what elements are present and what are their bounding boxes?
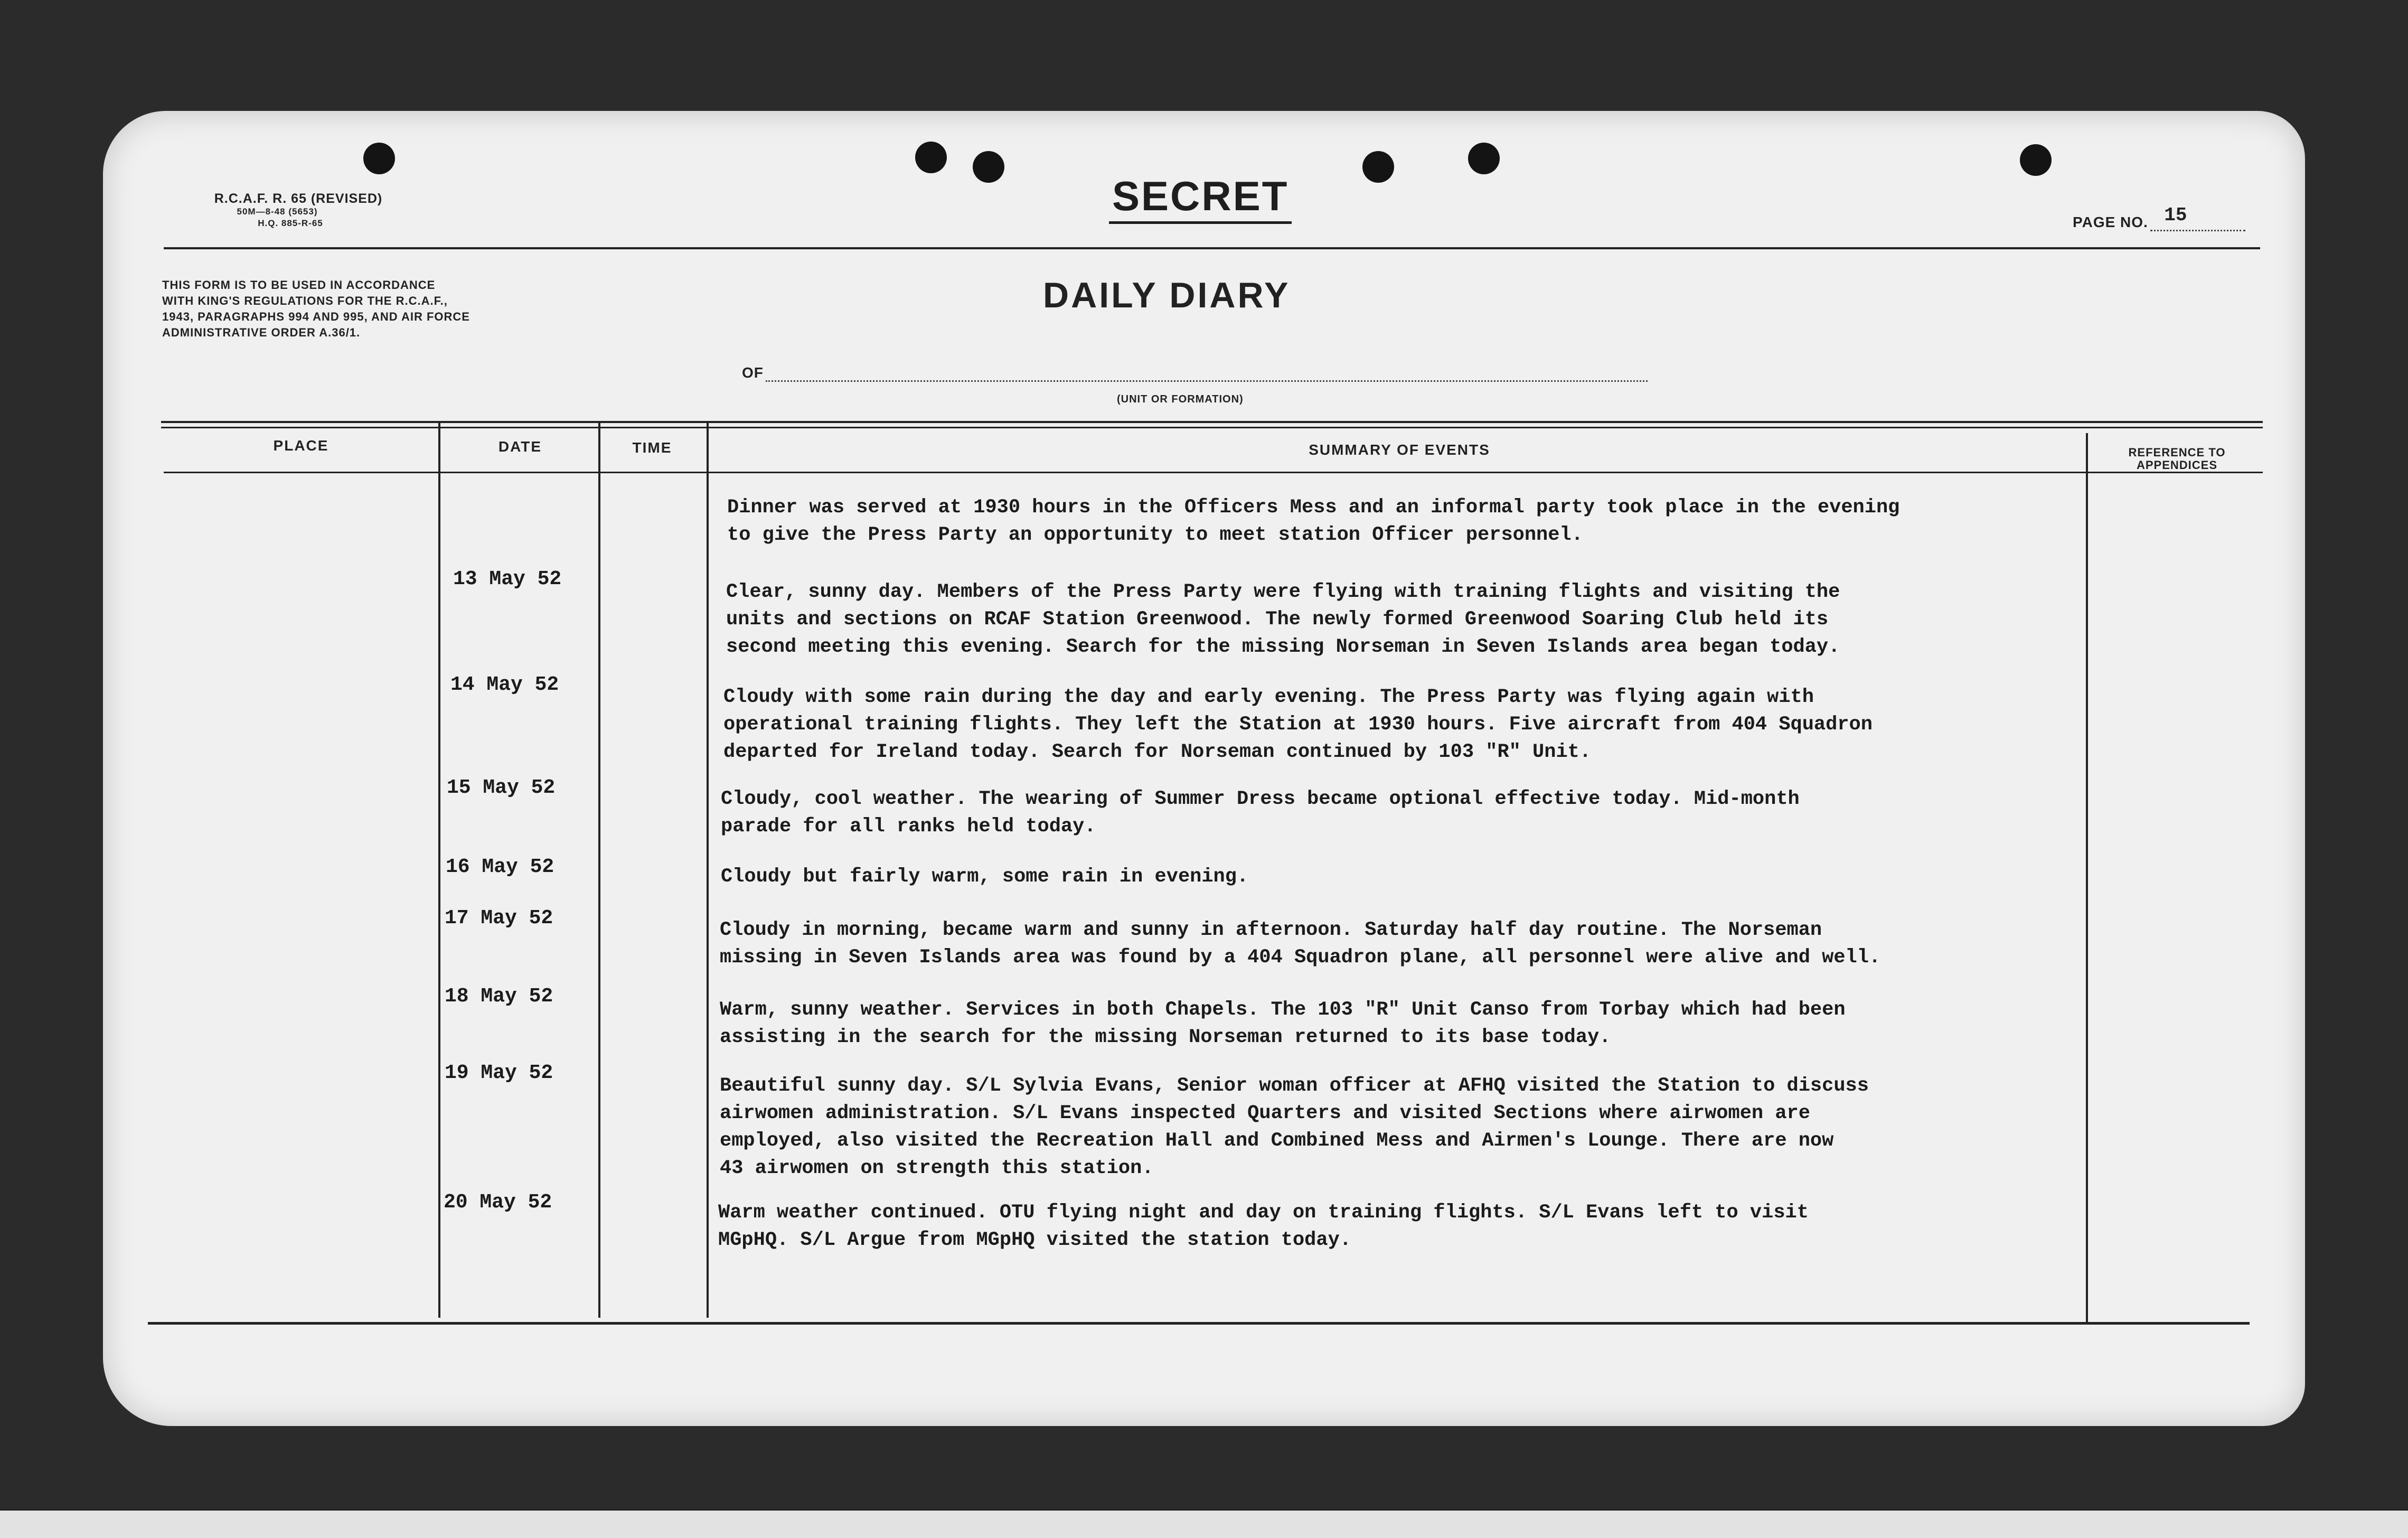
entry-date: 19 May 52 xyxy=(445,1062,553,1084)
entry-line: Beautiful sunny day. S/L Sylvia Evans, Senior woman officer at AFHQ visited the Station to discuss xyxy=(720,1075,1869,1097)
form-id-line: R.C.A.F. R. 65 (REVISED) xyxy=(214,191,383,206)
instructions-line: WITH KING'S REGULATIONS FOR THE R.C.A.F., xyxy=(162,294,448,307)
form-id-line: H.Q. 885-R-65 xyxy=(258,218,323,228)
diary-entry xyxy=(726,578,2110,661)
security-marking: SECRET xyxy=(1109,173,1292,224)
page-no-field xyxy=(2150,204,2245,231)
reference-header-line: APPENDICES xyxy=(2136,458,2218,472)
column-divider xyxy=(707,423,709,1318)
diary-entry xyxy=(720,916,2103,971)
entry-line: units and sections on RCAF Station Greenwood. The newly formed Greenwood Soaring Club held its xyxy=(726,608,1829,631)
column-header-time: TIME xyxy=(632,439,672,456)
entry-line: missing in Seven Islands area was found by a 404 Squadron plane, all personnel were alive and well. xyxy=(720,946,1881,969)
form-id-block xyxy=(177,191,420,229)
entry-line: departed for Ireland today. Search for Norseman continued by 103 "R" Unit. xyxy=(723,741,1592,763)
entry-line: Dinner was served at 1930 hours in the Officers Mess and an informal party took place in the evening xyxy=(727,496,1900,519)
diary-entry xyxy=(721,863,2104,890)
column-header-date: DATE xyxy=(498,438,542,455)
punch-hole xyxy=(1362,151,1394,183)
entry-line: parade for all ranks held today. xyxy=(721,815,1096,838)
column-divider xyxy=(598,423,600,1318)
entry-line: Warm weather continued. OTU flying night and day on training flights. S/L Evans left to visit xyxy=(718,1202,1809,1224)
entry-line: Cloudy, cool weather. The wearing of Summer Dress became optional effective today. Mid-month xyxy=(721,788,1800,810)
entry-date: 14 May 52 xyxy=(450,673,559,696)
entry-line: Cloudy with some rain during the day and early evening. The Press Party was flying again with xyxy=(723,686,1814,708)
entry-date: 16 May 52 xyxy=(446,856,554,878)
column-header-summary: SUMMARY OF EVENTS xyxy=(1309,442,1490,458)
entry-line: Cloudy in morning, became warm and sunny in afternoon. Saturday half day routine. The Norseman xyxy=(720,919,1822,941)
punch-hole xyxy=(363,143,395,174)
entry-line: second meeting this evening. Search for the missing Norseman in Seven Islands area began today. xyxy=(726,636,1840,658)
entry-line: 43 airwomen on strength this station. xyxy=(720,1157,1154,1179)
entry-line: assisting in the search for the missing Norseman returned to its base today. xyxy=(720,1026,1611,1048)
column-header-rule xyxy=(164,472,2263,473)
entry-line: employed, also visited the Recreation Hall and Combined Mess and Airmen's Lounge. There are now xyxy=(720,1130,1834,1152)
unit-caption: (UNIT OR FORMATION) xyxy=(1117,393,1244,405)
page-number-block xyxy=(2073,204,2245,231)
unit-blank xyxy=(766,371,1648,382)
reference-header-line: REFERENCE TO xyxy=(2128,446,2226,459)
page-title: DAILY DIARY xyxy=(1043,275,1291,315)
instructions-line: THIS FORM IS TO BE USED IN ACCORDANCE xyxy=(162,278,436,292)
table-bottom-rule xyxy=(148,1322,2250,1325)
diary-entry xyxy=(723,683,2107,766)
film-strip xyxy=(0,1511,2408,1538)
page-number: 15 xyxy=(2164,204,2187,226)
header-rule xyxy=(164,247,2260,249)
entry-line: Cloudy but fairly warm, some rain in evening. xyxy=(721,866,1249,888)
unit-field xyxy=(742,364,1648,382)
entry-date: 15 May 52 xyxy=(447,776,556,799)
entry-line: airwomen administration. S/L Evans inspected Quarters and visited Sections where airwomen are xyxy=(720,1102,1810,1124)
entry-line: operational training flights. They left the Station at 1930 hours. Five aircraft from 404 Squadron xyxy=(723,714,1873,736)
form-instructions xyxy=(162,277,585,341)
of-label: OF xyxy=(742,364,764,381)
entry-date: 13 May 52 xyxy=(453,568,562,590)
punch-hole xyxy=(973,151,1004,183)
diary-entry xyxy=(727,494,2111,549)
entry-date: 20 May 52 xyxy=(444,1191,552,1214)
form-id-line: 50M—8-48 (5653) xyxy=(237,207,318,217)
diary-entry xyxy=(720,996,2103,1051)
entry-date: 18 May 52 xyxy=(445,985,553,1008)
table-top-rule xyxy=(161,427,2263,428)
punch-hole xyxy=(1468,143,1500,174)
entry-line: MGpHQ. S/L Argue from MGpHQ visited the station today. xyxy=(718,1229,1351,1251)
column-header-place: PLACE xyxy=(273,437,329,454)
security-marking-wrap xyxy=(1109,174,1292,218)
diary-entry xyxy=(720,1072,2103,1182)
entry-line: Clear, sunny day. Members of the Press Party were flying with training flights and visiting the xyxy=(726,581,1840,603)
table-top-rule xyxy=(161,421,2263,423)
entry-date: 17 May 52 xyxy=(445,907,553,930)
page-no-label: PAGE NO. xyxy=(2073,214,2148,230)
punch-hole xyxy=(915,142,947,173)
punch-hole xyxy=(2020,144,2052,176)
diary-entry xyxy=(721,785,2104,840)
instructions-line: ADMINISTRATIVE ORDER A.36/1. xyxy=(162,326,361,339)
entry-line: to give the Press Party an opportunity to meet station Officer personnel. xyxy=(727,524,1583,546)
diary-entry xyxy=(718,1199,2102,1254)
column-divider xyxy=(438,423,440,1318)
instructions-line: 1943, PARAGRAPHS 994 AND 995, AND AIR FORCE xyxy=(162,310,470,323)
entry-line: Warm, sunny weather. Services in both Chapels. The 103 "R" Unit Canso from Torbay which had been xyxy=(720,999,1846,1021)
column-header-reference xyxy=(2094,446,2260,472)
